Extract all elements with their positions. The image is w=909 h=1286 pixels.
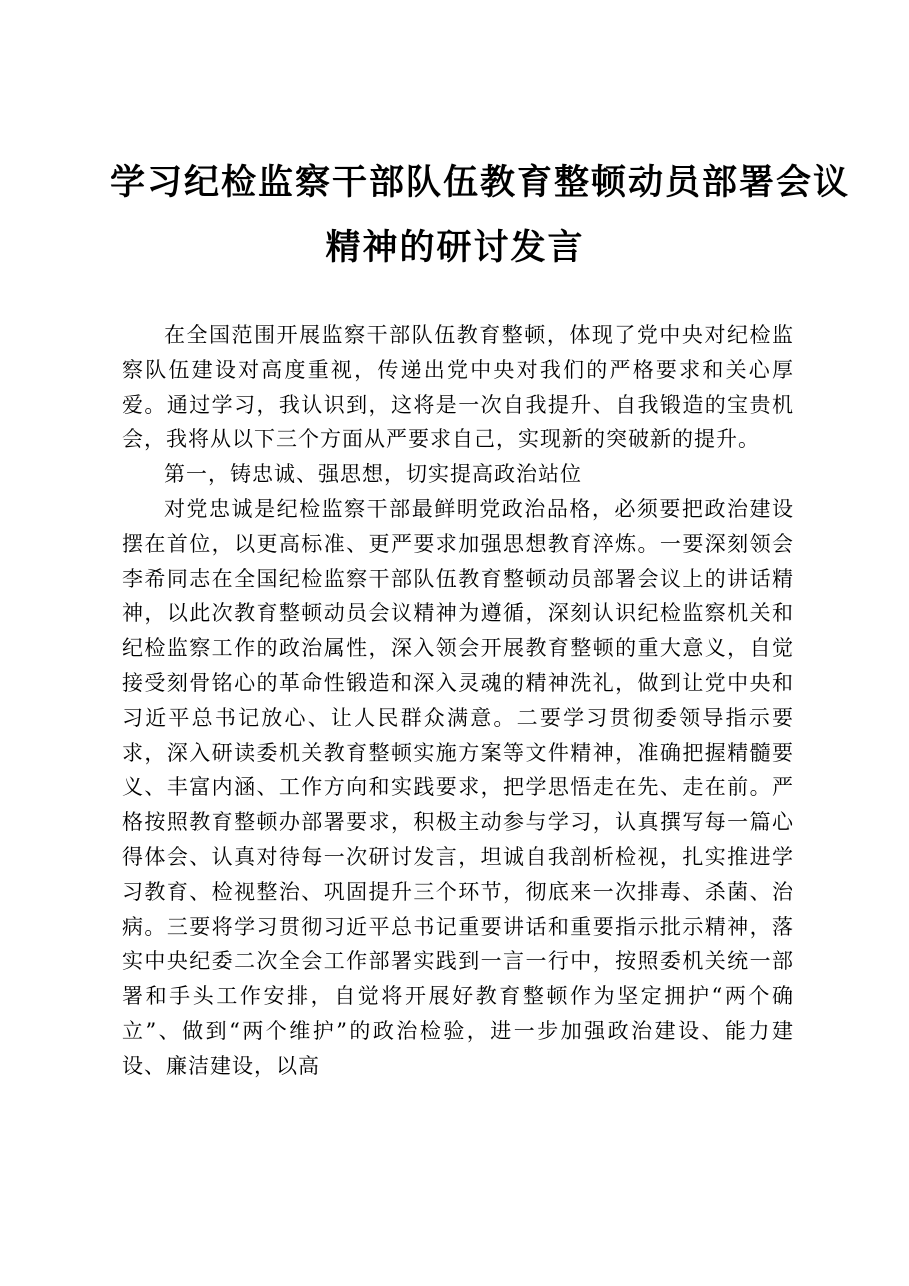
document-title-line-1: 学习纪检监察干部队伍教育整顿动员部署会议	[110, 162, 851, 203]
paragraph-loyalty: 对党忠诚是纪检监察干部最鲜明党政治品格，必须要把政治建设摆在首位，以更高标准、更严要求加强思想教育淬炼。一要深刻领会李希同志在全国纪检监察干部队伍教育整顿动员部署会议上的讲话精神，以此次教育整顿动员会议精神为遵循，深刻认识纪检监察机关和纪检监察工作的政治属性，深入领会开展教育整顿的重大意义，自觉接受刻骨铭心的革命性锻造和深入灵魂的精神洗礼，做到让党中央和习近平总书记放心、让人民群众满意。二要学习贯彻委领导指示要求，深入研读委机关教育整顿实施方案等文件精神，准确把握精髓要义、丰富内涵、工作方向和实践要求，把学思悟走在先、走在前。严格按照教育整顿办部署要求，积极主动参与学习，认真撰写每一篇心得体会、认真对待每一次研讨发言，坦诚自我剖析检视，扎实推进学习教育、检视整治、巩固提升三个环节，彻底来一次排毒、杀菌、治病。三要将学习贯彻习近平总书记重要讲话和重要指示批示精神，落实中央纪委二次全会工作部署实践到一言一行中，按照委机关统一部署和手头工作安排，自觉将开展好教育整顿作为坚定拥护“两个确立”、做到“两个维护”的政治检验，进一步加强政治建设、能力建设、廉洁建设，以高	[122, 496, 794, 1078]
document-title-line-2: 精神的研讨发言	[325, 227, 585, 268]
section-heading-first: 第一，铸忠诚、强思想，切实提高政治站位	[164, 462, 582, 487]
document-body	[122, 318, 794, 1084]
paragraph-intro: 在全国范围开展监察干部队伍教育整顿，体现了党中央对纪检监察队伍建设对高度重视，传递出党中央对我们的严格要求和关心厚爱。通过学习，我认识到，这将是一次自我提升、自我锻造的宝贵机会，我将从以下三个方面从严要求自己，实现新的突破新的提升。	[122, 323, 794, 452]
